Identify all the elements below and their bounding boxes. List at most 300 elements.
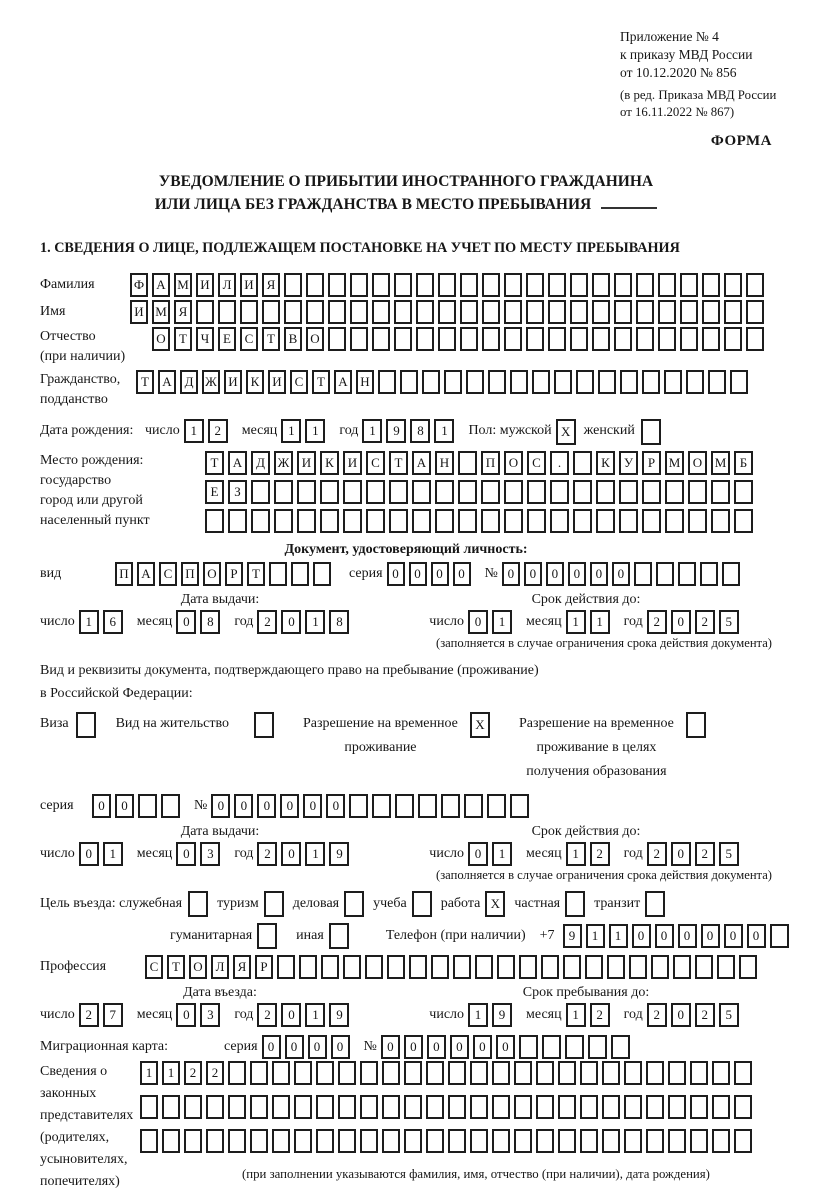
char-cell[interactable] xyxy=(492,1129,510,1153)
char-cell[interactable] xyxy=(576,370,594,394)
char-cell[interactable]: П xyxy=(181,562,199,586)
residence-valid-month-boxes[interactable] xyxy=(566,842,614,866)
tourism-checkbox[interactable] xyxy=(264,891,284,917)
char-cell[interactable] xyxy=(614,300,632,324)
char-cell[interactable] xyxy=(746,273,764,297)
char-cell[interactable] xyxy=(400,370,418,394)
char-cell[interactable] xyxy=(138,794,157,818)
migration-number-boxes[interactable] xyxy=(381,1035,634,1059)
char-cell[interactable] xyxy=(619,509,638,533)
char-cell[interactable] xyxy=(573,480,592,504)
char-cell[interactable] xyxy=(404,1061,422,1085)
char-cell[interactable] xyxy=(504,273,522,297)
char-cell[interactable] xyxy=(426,1129,444,1153)
char-cell[interactable] xyxy=(321,955,339,979)
char-cell[interactable] xyxy=(294,1129,312,1153)
identity-issue-year-boxes[interactable] xyxy=(257,610,353,634)
char-cell[interactable] xyxy=(435,480,454,504)
char-cell[interactable] xyxy=(254,712,274,738)
private-checkbox[interactable] xyxy=(565,891,585,917)
char-cell[interactable] xyxy=(372,794,391,818)
char-cell[interactable] xyxy=(343,480,362,504)
char-cell[interactable]: Ф xyxy=(130,273,148,297)
char-cell[interactable] xyxy=(188,891,208,917)
char-cell[interactable] xyxy=(162,1129,180,1153)
char-cell[interactable]: 0 xyxy=(524,562,542,586)
char-cell[interactable] xyxy=(504,300,522,324)
char-cell[interactable] xyxy=(708,370,726,394)
char-cell[interactable] xyxy=(717,955,735,979)
char-cell[interactable] xyxy=(722,562,740,586)
char-cell[interactable] xyxy=(448,1095,466,1119)
char-cell[interactable] xyxy=(558,1095,576,1119)
char-cell[interactable] xyxy=(680,300,698,324)
char-cell[interactable] xyxy=(532,370,550,394)
char-cell[interactable] xyxy=(404,1129,422,1153)
char-cell[interactable] xyxy=(536,1129,554,1153)
char-cell[interactable]: И xyxy=(297,451,316,475)
purpose-official-checkbox[interactable] xyxy=(188,891,208,917)
char-cell[interactable] xyxy=(730,370,748,394)
char-cell[interactable]: 0 xyxy=(262,1035,281,1059)
char-cell[interactable] xyxy=(328,300,346,324)
char-cell[interactable] xyxy=(418,794,437,818)
char-cell[interactable] xyxy=(184,1129,202,1153)
birth-place-boxes-row1[interactable] xyxy=(205,451,757,475)
char-cell[interactable]: 0 xyxy=(473,1035,492,1059)
education-permit-checkbox[interactable] xyxy=(686,712,706,738)
char-cell[interactable] xyxy=(734,509,753,533)
char-cell[interactable] xyxy=(646,1061,664,1085)
char-cell[interactable]: Т xyxy=(312,370,330,394)
char-cell[interactable] xyxy=(686,712,706,738)
char-cell[interactable]: Т xyxy=(247,562,265,586)
char-cell[interactable] xyxy=(614,273,632,297)
char-cell[interactable] xyxy=(320,509,339,533)
char-cell[interactable]: Я xyxy=(262,273,280,297)
char-cell[interactable] xyxy=(458,451,477,475)
char-cell[interactable] xyxy=(372,300,390,324)
char-cell[interactable]: 0 xyxy=(176,842,196,866)
char-cell[interactable] xyxy=(588,1035,607,1059)
char-cell[interactable]: Ж xyxy=(274,451,293,475)
char-cell[interactable] xyxy=(602,1095,620,1119)
char-cell[interactable]: 1 xyxy=(468,1003,488,1027)
char-cell[interactable]: 0 xyxy=(701,924,720,948)
char-cell[interactable] xyxy=(550,480,569,504)
char-cell[interactable]: 1 xyxy=(492,610,512,634)
char-cell[interactable] xyxy=(441,794,460,818)
char-cell[interactable] xyxy=(690,1095,708,1119)
char-cell[interactable] xyxy=(409,955,427,979)
char-cell[interactable]: С xyxy=(290,370,308,394)
char-cell[interactable] xyxy=(416,327,434,351)
char-cell[interactable]: 0 xyxy=(281,842,301,866)
char-cell[interactable] xyxy=(514,1061,532,1085)
char-cell[interactable] xyxy=(673,955,691,979)
char-cell[interactable]: 0 xyxy=(468,610,488,634)
char-cell[interactable]: Р xyxy=(225,562,243,586)
char-cell[interactable] xyxy=(527,509,546,533)
char-cell[interactable] xyxy=(570,273,588,297)
char-cell[interactable]: 2 xyxy=(257,610,277,634)
char-cell[interactable] xyxy=(548,273,566,297)
char-cell[interactable] xyxy=(686,370,704,394)
char-cell[interactable] xyxy=(460,300,478,324)
char-cell[interactable]: И xyxy=(343,451,362,475)
gender-male-checkbox[interactable] xyxy=(556,419,576,445)
char-cell[interactable]: 0 xyxy=(747,924,766,948)
char-cell[interactable]: 2 xyxy=(257,842,277,866)
char-cell[interactable] xyxy=(382,1095,400,1119)
char-cell[interactable] xyxy=(316,1129,334,1153)
char-cell[interactable]: 9 xyxy=(386,419,406,443)
char-cell[interactable] xyxy=(536,1061,554,1085)
residence-issue-month-boxes[interactable] xyxy=(176,842,224,866)
char-cell[interactable] xyxy=(416,273,434,297)
migration-series-boxes[interactable] xyxy=(262,1035,354,1059)
char-cell[interactable] xyxy=(482,327,500,351)
char-cell[interactable] xyxy=(724,273,742,297)
char-cell[interactable]: 0 xyxy=(211,794,230,818)
char-cell[interactable]: 3 xyxy=(200,842,220,866)
char-cell[interactable]: 0 xyxy=(326,794,345,818)
char-cell[interactable] xyxy=(646,1129,664,1153)
char-cell[interactable]: 2 xyxy=(647,610,667,634)
visa-checkbox[interactable] xyxy=(76,712,96,738)
char-cell[interactable] xyxy=(372,327,390,351)
char-cell[interactable] xyxy=(619,480,638,504)
char-cell[interactable]: 2 xyxy=(647,1003,667,1027)
char-cell[interactable] xyxy=(458,480,477,504)
char-cell[interactable] xyxy=(250,1095,268,1119)
residence-number-boxes[interactable] xyxy=(211,794,533,818)
char-cell[interactable] xyxy=(299,955,317,979)
char-cell[interactable] xyxy=(329,923,349,949)
char-cell[interactable] xyxy=(629,955,647,979)
char-cell[interactable] xyxy=(458,509,477,533)
char-cell[interactable] xyxy=(526,300,544,324)
char-cell[interactable] xyxy=(350,327,368,351)
char-cell[interactable] xyxy=(366,509,385,533)
char-cell[interactable] xyxy=(519,955,537,979)
residence-valid-day-boxes[interactable] xyxy=(468,842,516,866)
char-cell[interactable] xyxy=(734,1129,752,1153)
char-cell[interactable]: М xyxy=(174,273,192,297)
char-cell[interactable]: 0 xyxy=(331,1035,350,1059)
char-cell[interactable] xyxy=(274,480,293,504)
identity-issue-day-boxes[interactable] xyxy=(79,610,127,634)
residence-permit-checkbox[interactable] xyxy=(254,712,274,738)
char-cell[interactable]: 2 xyxy=(184,1061,202,1085)
char-cell[interactable] xyxy=(470,1061,488,1085)
phone-boxes[interactable] xyxy=(563,924,793,948)
char-cell[interactable]: И xyxy=(196,273,214,297)
char-cell[interactable]: А xyxy=(228,451,247,475)
char-cell[interactable] xyxy=(746,300,764,324)
char-cell[interactable] xyxy=(435,509,454,533)
char-cell[interactable]: Т xyxy=(389,451,408,475)
char-cell[interactable] xyxy=(570,300,588,324)
char-cell[interactable] xyxy=(343,955,361,979)
char-cell[interactable] xyxy=(712,1061,730,1085)
char-cell[interactable] xyxy=(658,273,676,297)
char-cell[interactable] xyxy=(580,1129,598,1153)
char-cell[interactable] xyxy=(338,1061,356,1085)
char-cell[interactable]: 2 xyxy=(208,419,228,443)
char-cell[interactable]: Н xyxy=(435,451,454,475)
char-cell[interactable] xyxy=(344,891,364,917)
char-cell[interactable] xyxy=(645,891,665,917)
char-cell[interactable] xyxy=(481,480,500,504)
representatives-boxes-row3[interactable] xyxy=(140,1129,756,1153)
char-cell[interactable]: И xyxy=(130,300,148,324)
char-cell[interactable] xyxy=(448,1129,466,1153)
char-cell[interactable] xyxy=(389,480,408,504)
char-cell[interactable] xyxy=(349,794,368,818)
char-cell[interactable]: Е xyxy=(205,480,224,504)
identity-valid-day-boxes[interactable] xyxy=(468,610,516,634)
char-cell[interactable] xyxy=(558,1129,576,1153)
char-cell[interactable]: . xyxy=(550,451,569,475)
char-cell[interactable]: 8 xyxy=(329,610,349,634)
study-checkbox[interactable] xyxy=(412,891,432,917)
char-cell[interactable]: Д xyxy=(251,451,270,475)
char-cell[interactable] xyxy=(519,1035,538,1059)
char-cell[interactable]: 3 xyxy=(200,1003,220,1027)
char-cell[interactable]: Е xyxy=(218,327,236,351)
birth-year-boxes[interactable] xyxy=(362,419,458,443)
char-cell[interactable]: 0 xyxy=(281,1003,301,1027)
char-cell[interactable] xyxy=(602,1061,620,1085)
char-cell[interactable]: 0 xyxy=(285,1035,304,1059)
char-cell[interactable] xyxy=(678,562,696,586)
char-cell[interactable] xyxy=(492,1095,510,1119)
char-cell[interactable] xyxy=(554,370,572,394)
char-cell[interactable] xyxy=(690,1061,708,1085)
char-cell[interactable] xyxy=(624,1061,642,1085)
char-cell[interactable] xyxy=(382,1129,400,1153)
char-cell[interactable]: А xyxy=(158,370,176,394)
char-cell[interactable]: 0 xyxy=(468,842,488,866)
char-cell[interactable] xyxy=(514,1095,532,1119)
char-cell[interactable]: 0 xyxy=(409,562,427,586)
char-cell[interactable]: М xyxy=(152,300,170,324)
char-cell[interactable] xyxy=(651,955,669,979)
char-cell[interactable]: З xyxy=(228,480,247,504)
char-cell[interactable] xyxy=(665,509,684,533)
char-cell[interactable] xyxy=(602,1129,620,1153)
char-cell[interactable] xyxy=(250,1061,268,1085)
char-cell[interactable]: 0 xyxy=(568,562,586,586)
char-cell[interactable] xyxy=(712,1095,730,1119)
char-cell[interactable] xyxy=(724,327,742,351)
char-cell[interactable] xyxy=(426,1095,444,1119)
stay-day-boxes[interactable] xyxy=(468,1003,516,1027)
char-cell[interactable] xyxy=(438,273,456,297)
char-cell[interactable] xyxy=(284,300,302,324)
char-cell[interactable] xyxy=(680,327,698,351)
char-cell[interactable] xyxy=(527,480,546,504)
char-cell[interactable]: 9 xyxy=(329,1003,349,1027)
char-cell[interactable]: 1 xyxy=(305,419,325,443)
char-cell[interactable]: 2 xyxy=(695,842,715,866)
char-cell[interactable]: А xyxy=(334,370,352,394)
char-cell[interactable]: 1 xyxy=(434,419,454,443)
stay-year-boxes[interactable] xyxy=(647,1003,743,1027)
char-cell[interactable]: 0 xyxy=(450,1035,469,1059)
char-cell[interactable]: М xyxy=(711,451,730,475)
char-cell[interactable]: С xyxy=(159,562,177,586)
char-cell[interactable]: 1 xyxy=(305,1003,325,1027)
char-cell[interactable] xyxy=(624,1095,642,1119)
char-cell[interactable] xyxy=(365,955,383,979)
char-cell[interactable]: С xyxy=(527,451,546,475)
char-cell[interactable] xyxy=(350,273,368,297)
char-cell[interactable] xyxy=(360,1129,378,1153)
other-checkbox[interactable] xyxy=(329,923,349,949)
char-cell[interactable]: И xyxy=(268,370,286,394)
char-cell[interactable]: 0 xyxy=(257,794,276,818)
residence-issue-year-boxes[interactable] xyxy=(257,842,353,866)
char-cell[interactable] xyxy=(510,370,528,394)
char-cell[interactable] xyxy=(389,509,408,533)
char-cell[interactable] xyxy=(316,1095,334,1119)
char-cell[interactable] xyxy=(161,794,180,818)
char-cell[interactable] xyxy=(558,1061,576,1085)
char-cell[interactable]: 0 xyxy=(671,610,691,634)
char-cell[interactable] xyxy=(695,955,713,979)
representatives-boxes-row1[interactable] xyxy=(140,1061,756,1085)
char-cell[interactable] xyxy=(570,327,588,351)
char-cell[interactable]: 0 xyxy=(546,562,564,586)
char-cell[interactable] xyxy=(702,300,720,324)
char-cell[interactable] xyxy=(184,1095,202,1119)
char-cell[interactable] xyxy=(510,794,529,818)
char-cell[interactable]: 8 xyxy=(410,419,430,443)
char-cell[interactable]: И xyxy=(240,273,258,297)
char-cell[interactable] xyxy=(196,300,214,324)
char-cell[interactable] xyxy=(488,370,506,394)
char-cell[interactable] xyxy=(297,509,316,533)
char-cell[interactable]: 1 xyxy=(590,610,610,634)
char-cell[interactable] xyxy=(548,327,566,351)
residence-issue-day-boxes[interactable] xyxy=(79,842,127,866)
identity-valid-month-boxes[interactable] xyxy=(566,610,614,634)
char-cell[interactable] xyxy=(257,923,277,949)
char-cell[interactable]: А xyxy=(412,451,431,475)
char-cell[interactable] xyxy=(614,327,632,351)
char-cell[interactable]: 0 xyxy=(453,562,471,586)
char-cell[interactable] xyxy=(218,300,236,324)
char-cell[interactable]: 1 xyxy=(566,1003,586,1027)
char-cell[interactable] xyxy=(526,327,544,351)
char-cell[interactable] xyxy=(541,955,559,979)
char-cell[interactable] xyxy=(592,300,610,324)
char-cell[interactable] xyxy=(350,300,368,324)
char-cell[interactable]: 1 xyxy=(305,610,325,634)
surname-boxes[interactable] xyxy=(130,273,768,297)
char-cell[interactable] xyxy=(264,891,284,917)
char-cell[interactable]: 9 xyxy=(492,1003,512,1027)
char-cell[interactable]: 0 xyxy=(502,562,520,586)
char-cell[interactable] xyxy=(262,300,280,324)
char-cell[interactable]: 1 xyxy=(281,419,301,443)
char-cell[interactable] xyxy=(438,300,456,324)
char-cell[interactable] xyxy=(360,1061,378,1085)
char-cell[interactable] xyxy=(453,955,471,979)
char-cell[interactable]: 9 xyxy=(563,924,582,948)
char-cell[interactable] xyxy=(700,562,718,586)
char-cell[interactable]: X xyxy=(485,891,505,917)
entry-month-boxes[interactable] xyxy=(176,1003,224,1027)
char-cell[interactable]: 1 xyxy=(566,842,586,866)
char-cell[interactable] xyxy=(251,480,270,504)
char-cell[interactable]: 0 xyxy=(281,610,301,634)
char-cell[interactable] xyxy=(636,273,654,297)
char-cell[interactable] xyxy=(688,509,707,533)
char-cell[interactable] xyxy=(395,794,414,818)
char-cell[interactable] xyxy=(770,924,789,948)
char-cell[interactable] xyxy=(464,794,483,818)
char-cell[interactable]: 2 xyxy=(695,610,715,634)
char-cell[interactable]: К xyxy=(596,451,615,475)
char-cell[interactable] xyxy=(272,1095,290,1119)
char-cell[interactable] xyxy=(592,273,610,297)
char-cell[interactable] xyxy=(668,1129,686,1153)
char-cell[interactable]: В xyxy=(284,327,302,351)
char-cell[interactable] xyxy=(487,794,506,818)
char-cell[interactable] xyxy=(250,1129,268,1153)
residence-series-boxes[interactable] xyxy=(92,794,184,818)
char-cell[interactable]: К xyxy=(246,370,264,394)
char-cell[interactable] xyxy=(658,300,676,324)
char-cell[interactable]: 2 xyxy=(647,842,667,866)
char-cell[interactable]: С xyxy=(240,327,258,351)
char-cell[interactable]: 0 xyxy=(79,842,99,866)
char-cell[interactable] xyxy=(444,370,462,394)
char-cell[interactable]: У xyxy=(619,451,638,475)
char-cell[interactable] xyxy=(269,562,287,586)
char-cell[interactable] xyxy=(542,1035,561,1059)
birth-place-boxes-row2[interactable] xyxy=(205,480,757,504)
char-cell[interactable] xyxy=(596,480,615,504)
char-cell[interactable] xyxy=(475,955,493,979)
char-cell[interactable] xyxy=(536,1095,554,1119)
char-cell[interactable]: 0 xyxy=(115,794,134,818)
char-cell[interactable]: 0 xyxy=(234,794,253,818)
char-cell[interactable]: Я xyxy=(174,300,192,324)
char-cell[interactable] xyxy=(526,273,544,297)
char-cell[interactable] xyxy=(711,509,730,533)
char-cell[interactable]: Т xyxy=(205,451,224,475)
char-cell[interactable] xyxy=(162,1095,180,1119)
char-cell[interactable] xyxy=(338,1129,356,1153)
char-cell[interactable]: С xyxy=(145,955,163,979)
char-cell[interactable] xyxy=(620,370,638,394)
char-cell[interactable] xyxy=(642,480,661,504)
char-cell[interactable] xyxy=(426,1061,444,1085)
char-cell[interactable] xyxy=(316,1061,334,1085)
char-cell[interactable] xyxy=(378,370,396,394)
char-cell[interactable] xyxy=(382,1061,400,1085)
char-cell[interactable] xyxy=(206,1095,224,1119)
char-cell[interactable]: 2 xyxy=(590,842,610,866)
char-cell[interactable] xyxy=(76,712,96,738)
char-cell[interactable]: П xyxy=(481,451,500,475)
char-cell[interactable] xyxy=(636,327,654,351)
char-cell[interactable] xyxy=(240,300,258,324)
